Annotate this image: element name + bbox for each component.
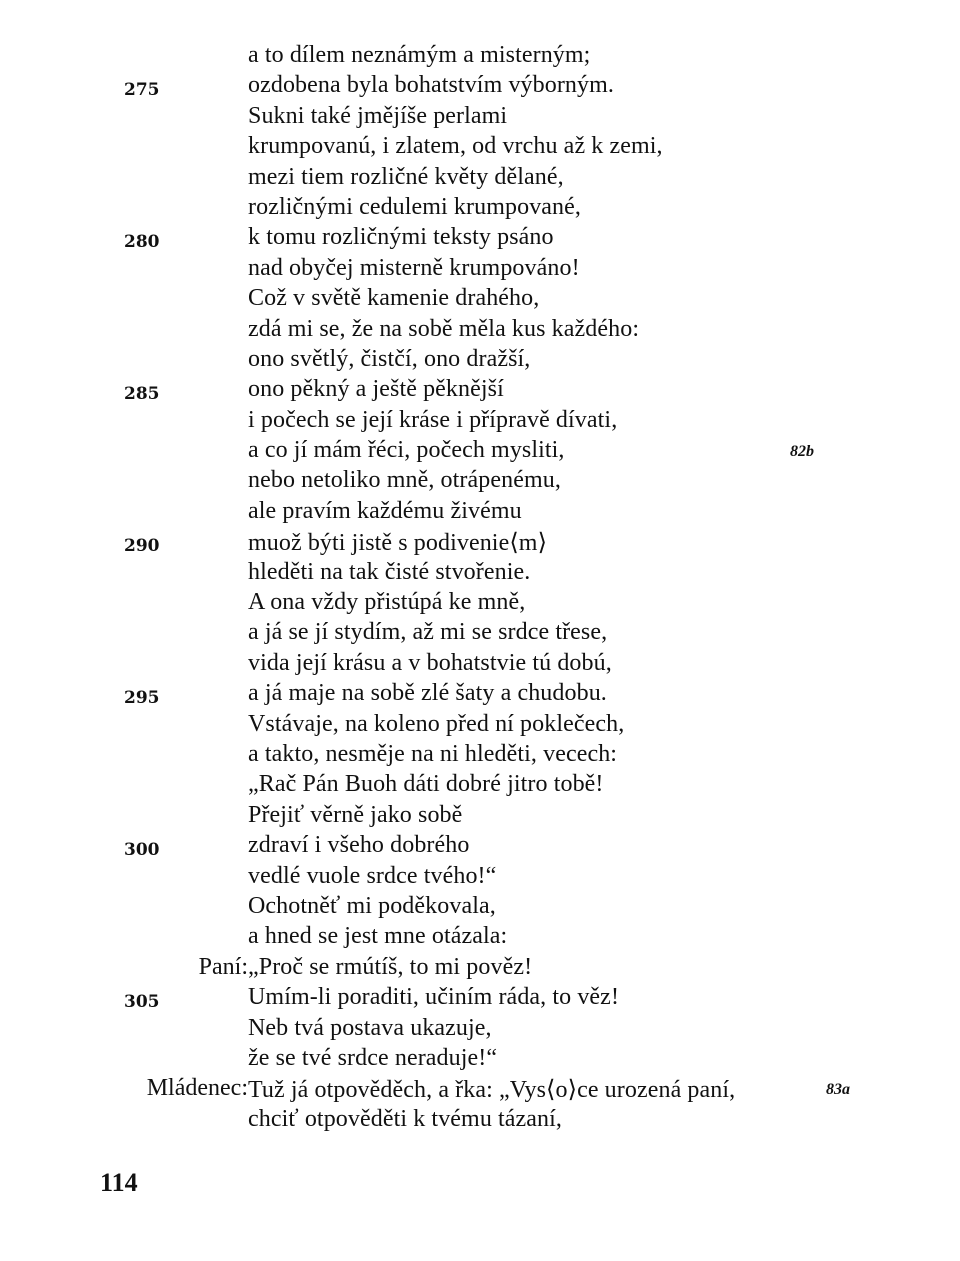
verse-row (0, 832, 960, 862)
speaker-label: Paní: (198, 953, 248, 980)
verse-row (0, 224, 960, 254)
verse-line: ono světlý, čistčí, ono dražší, (248, 345, 531, 372)
verse-line: a já se jí stydím, až mi se srdce třese, (248, 619, 608, 646)
verse-line: a hned se jest mne otázala: (248, 923, 508, 950)
verse-line: že se tvé srdce neraduje!“ (248, 1044, 498, 1071)
verse-line: Tuž já otpověděch, a řka: „Vys⟨o⟩ce urozená paní, (248, 1077, 736, 1104)
verse-row (0, 1075, 960, 1105)
verse-line: Což v světě kamenie drahého, (248, 285, 540, 312)
folio-reference: 83a (826, 1081, 850, 1099)
verse-line: zdraví i všeho dobrého (248, 832, 470, 859)
verse-row (0, 1045, 960, 1075)
line-number: 275 (124, 80, 160, 101)
verse-row (0, 72, 960, 102)
verse-line: rozličnými cedulemi krumpované, (248, 193, 581, 220)
verse-line: krumpovanú, i zlatem, od vrchu až k zemi, (248, 133, 663, 160)
verse-row (0, 863, 960, 893)
verse-row (0, 1015, 960, 1045)
verse-row (0, 650, 960, 680)
line-number: 285 (124, 384, 160, 405)
verse-row (0, 1106, 960, 1136)
verse-line: a to dílem neznámým a misterným; (248, 42, 591, 68)
verse-line: a já maje na sobě zlé šaty a chudobu. (248, 680, 607, 707)
verse-row (0, 589, 960, 619)
verse-line: zdá mi se, že na sobě měla kus každého: (248, 315, 640, 342)
verse-line: Sukni také jmějíše perlami (248, 102, 508, 129)
verse-row (0, 407, 960, 437)
verse-line: Ochotněť mi poděkovala, (248, 892, 496, 919)
verse-row (0, 498, 960, 528)
verse-row (0, 680, 960, 710)
folio-reference: 82b (790, 443, 814, 461)
verse-line: chciť otpověděti k tvému tázaní, (248, 1105, 563, 1132)
verse-row (0, 285, 960, 315)
verse-line: muož býti jistě s podivenie⟨m⟩ (248, 530, 548, 557)
verse-row (0, 559, 960, 589)
verse-row (0, 103, 960, 133)
verse-row (0, 923, 960, 953)
verse-row (0, 316, 960, 346)
verse-row (0, 467, 960, 497)
line-number: 280 (124, 232, 160, 253)
verse-row (0, 954, 960, 984)
verse-line: a takto, nesměje na ni hleděti, vecech: (248, 740, 618, 767)
verse-line: ono pěkný a ještě pěknější (248, 376, 504, 403)
verse-row (0, 164, 960, 194)
verse-line: „Rač Pán Buoh dáti dobré jitro tobě! (248, 771, 604, 798)
verse-row (0, 893, 960, 923)
line-number: 300 (124, 840, 160, 861)
verse-line: hleděti na tak čisté stvořenie. (248, 558, 531, 585)
verse-line: nebo netoliko mně, otrápenému, (248, 467, 561, 494)
verse-row (0, 619, 960, 649)
verse-line: ozdobena byla bohatstvím výborným. (248, 72, 615, 99)
verse-row (0, 741, 960, 771)
verse-line: nad obyčej misterně krumpováno! (248, 254, 580, 281)
verse-line: vida její krásu a v bohatstvie tú dobú, (248, 649, 612, 676)
verse-row (0, 42, 960, 72)
verse-row (0, 346, 960, 376)
verse-line: mezi tiem rozličné květy dělané, (248, 163, 564, 190)
verse-line: k tomu rozličnými teksty psáno (248, 224, 554, 251)
verse-line: Přejiť věrně jako sobě (248, 801, 463, 828)
verse-row (0, 802, 960, 832)
verse-row (0, 437, 960, 467)
verse-row (0, 528, 960, 558)
verse-line: Vstávaje, na koleno před ní poklečech, (248, 710, 625, 737)
verse-line: Umím-li poraditi, učiním ráda, to věz! (248, 984, 620, 1011)
verse-line: A ona vždy přistúpá ke mně, (248, 589, 526, 616)
verse-row (0, 133, 960, 163)
verse-row (0, 984, 960, 1014)
verse-line: ale pravím každému živému (248, 497, 522, 524)
line-number: 290 (124, 536, 160, 557)
verse-row (0, 255, 960, 285)
speaker-label: Mládenec: (146, 1075, 248, 1102)
verse-row (0, 376, 960, 406)
verse-line: a co jí mám řéci, počech mysliti, (248, 437, 565, 464)
verse-line: „Proč se rmútíš, to mi pověz! (248, 953, 533, 980)
line-number: 305 (124, 992, 160, 1013)
verse-block (0, 42, 960, 1136)
page-number: 114 (100, 1168, 138, 1197)
line-number: 295 (124, 688, 160, 709)
verse-row (0, 711, 960, 741)
verse-row (0, 771, 960, 801)
verse-row (0, 194, 960, 224)
verse-line: Neb tvá postava ukazuje, (248, 1014, 492, 1041)
verse-line: i počech se její kráse i přípravě dívati, (248, 406, 618, 433)
verse-line: vedlé vuole srdce tvého!“ (248, 862, 497, 889)
